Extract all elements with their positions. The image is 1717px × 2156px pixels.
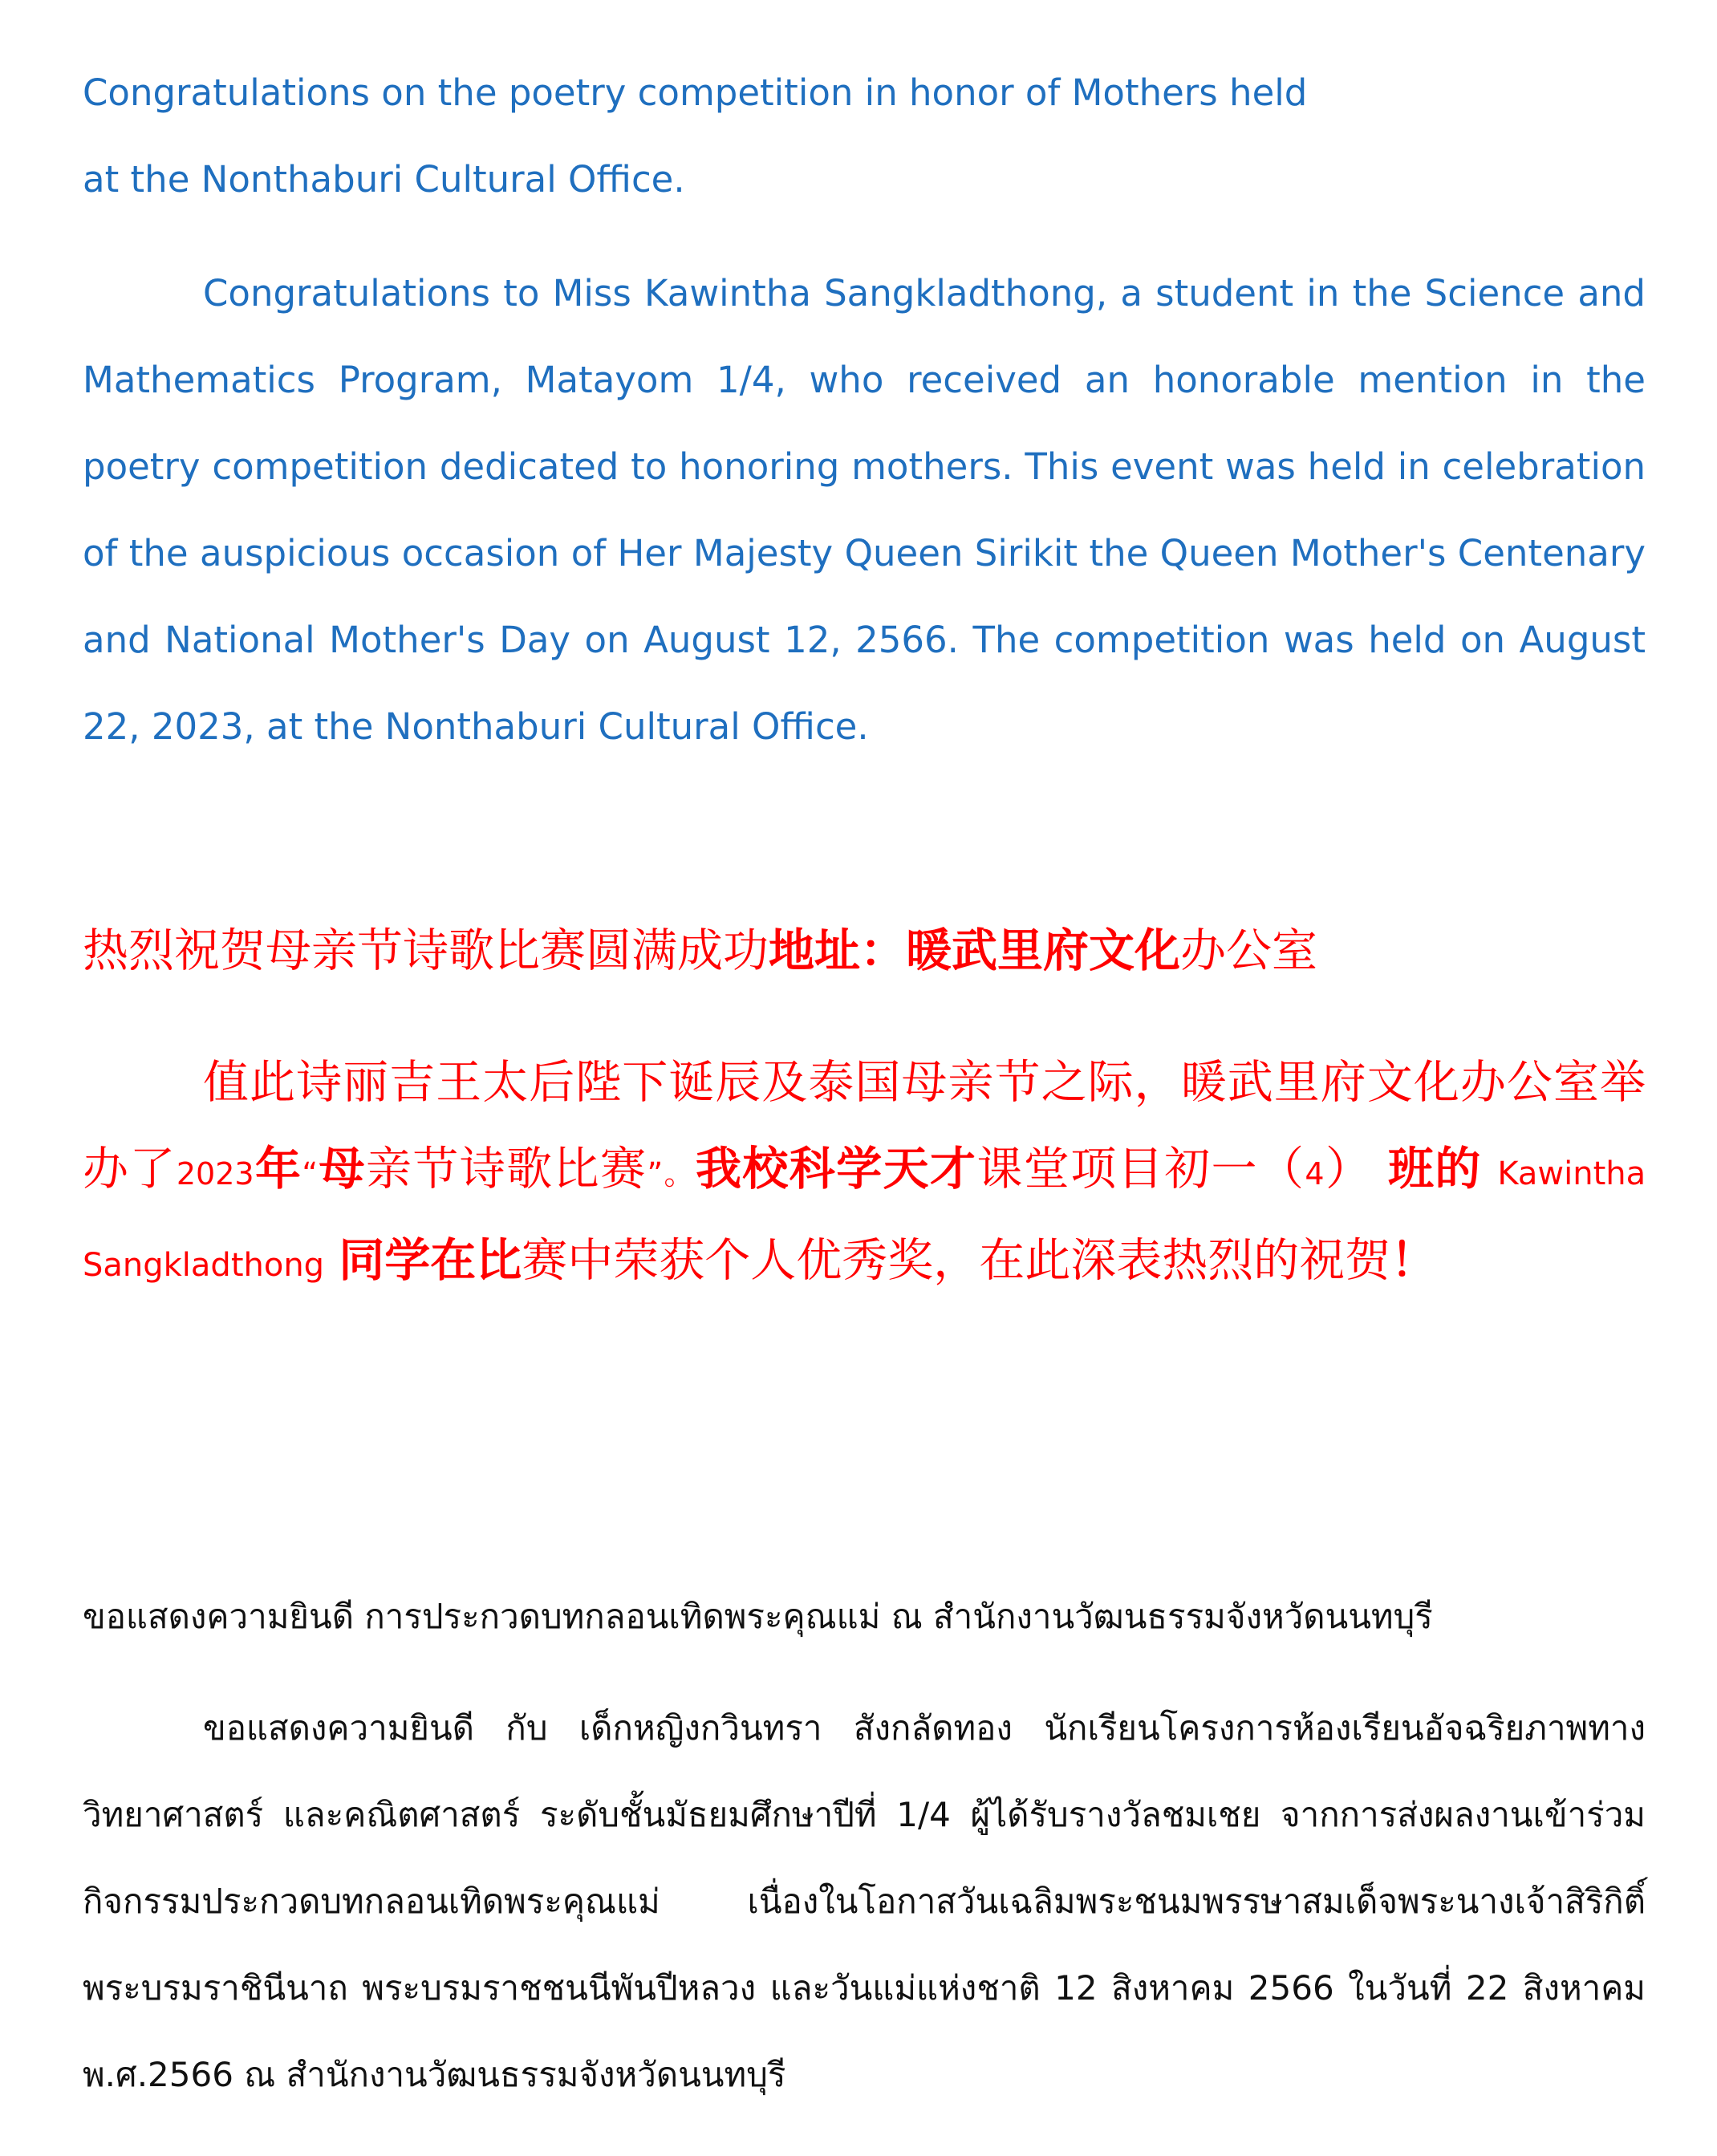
chinese-body-part-2: 年 — [254, 1143, 302, 1196]
chinese-body-part-3: 母 — [318, 1143, 366, 1196]
english-title — [83, 50, 1646, 223]
chinese-body-part-7: ） — [1324, 1143, 1373, 1196]
chinese-body-part-4: 亲节诗歌比赛 — [365, 1143, 647, 1196]
chinese-body-part-11: ！ — [1390, 1234, 1437, 1287]
chinese-title-part-3: 办公室 — [1180, 924, 1317, 977]
english-title-line-1: Congratulations on the poetry competition in honor of Mothers held — [83, 71, 1308, 114]
chinese-body-quote-open: “ — [302, 1156, 319, 1192]
chinese-title-part-1: 热烈祝贺母亲节诗歌比赛圆满成功 — [83, 924, 769, 977]
chinese-body-student-name: Kawintha Sangkladthong — [83, 1155, 1646, 1284]
chinese-body-quote-close: ”。 — [647, 1156, 696, 1192]
chinese-paragraph — [83, 1039, 1646, 1309]
chinese-body-class-number: 4 — [1305, 1156, 1325, 1192]
english-title-line-2: at the Nonthaburi Cultural Office. — [83, 158, 685, 201]
chinese-title — [83, 911, 1646, 991]
chinese-body-part-8: 班的 — [1387, 1143, 1482, 1196]
chinese-body-part-5: 我校科学天才 — [695, 1143, 977, 1196]
chinese-body-part-1: 值此诗丽吉王太后陛下诞辰及泰国母亲节之际，暖武里府文化办公室举办了 — [83, 1056, 1646, 1196]
english-paragraph: Congratulations to Miss Kawintha Sangkladthong, a student in the Science and Mathematics Program, Matayom 1/4, who received an honorable mention in the poetry competition dedicated to honoring mothers. This event was held in celebration of the auspicious occasion of Her Majesty Queen Sirikit the Queen Mother's Centenary and National Mother's Day on August 12, 2566. The competition was held on August 22, 2023, at the Nonthaburi Cultural Office. — [83, 272, 1646, 748]
thai-paragraph: ขอแสดงความยินดี กับ เด็กหญิงกวินทรา สังกลัดทอง นักเรียนโครงการห้องเรียนอัจฉริยภาพทางวิทยาศาสตร์ และคณิตศาสตร์ ระดับชั้นมัธยมศึกษาปีที่ 1/4 ผู้ได้รับรางวัลชมเชย จากการส่งผลงานเข้าร่วมกิจกรรมประกวดบทกลอนเทิดพระคุณแม่ เนื่องในโอกาสวันเฉลิมพระชนมพรรษาสมเด็จพระนางเจ้าสิริกิติ์ พระบรมราชินีนาถ พระบรมราชชนนีพันปีหลวง และวันแม่แห่งชาติ 12 สิงหาคม 2566 ในวันที่ 22 สิงหาคม พ.ศ.2566 ณ สำนักงานวัฒนธรรมจังหวัดนนทบุรี — [83, 1708, 1646, 2094]
chinese-body-year: 2023 — [176, 1156, 254, 1192]
chinese-body-part-10: 赛中荣获个人优秀奖，在此深表热烈的祝贺 — [522, 1234, 1391, 1287]
thai-title: ขอแสดงความยินดี การประกวดบทกลอนเทิดพระคุณแม่ ณ สำนักงานวัฒนธรรมจังหวัดนนทบุรี — [83, 1597, 1433, 1636]
chinese-title-part-2: 地址：暖武里府文化 — [769, 924, 1180, 977]
chinese-body-part-9: 同学在比 — [339, 1234, 522, 1287]
chinese-body-part-6: 课堂项目初一（ — [976, 1143, 1305, 1196]
